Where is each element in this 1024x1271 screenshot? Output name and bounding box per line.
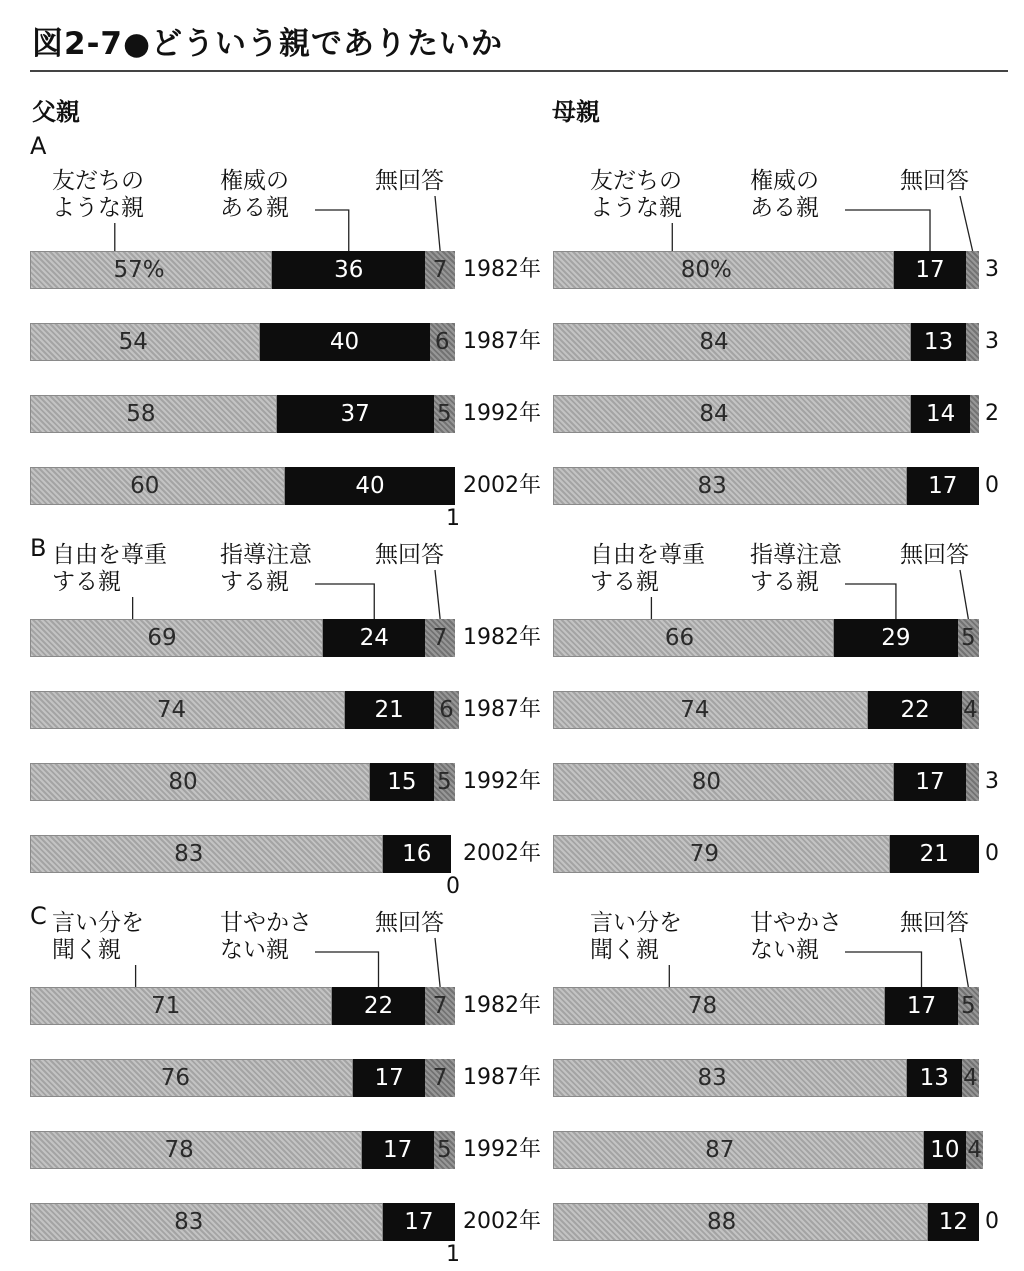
data-label: 57% <box>113 257 165 283</box>
year-label: 1992年 <box>463 1137 541 1162</box>
category-label: 言い分を 聞く親 <box>590 910 682 963</box>
data-label: 16 <box>402 841 432 867</box>
data-label: 5 <box>961 993 976 1019</box>
data-label: 71 <box>151 993 181 1019</box>
data-label: 17 <box>404 1209 434 1235</box>
data-label: 88 <box>707 1209 737 1235</box>
category-label: 友だちの ような親 <box>590 168 682 221</box>
panel-label-father: 父親 <box>32 98 80 126</box>
title-rule <box>30 70 1008 72</box>
data-label: 14 <box>926 401 956 427</box>
bar-segment-no-answer <box>966 763 979 801</box>
leader-line <box>435 570 440 619</box>
leader-line <box>960 196 973 251</box>
year-label: 2002年 <box>463 841 541 866</box>
category-label: 無回答 <box>900 910 969 936</box>
no-answer-value: 3 <box>985 329 999 354</box>
data-label: 6 <box>439 697 454 723</box>
no-answer-value: 0 <box>985 1209 999 1234</box>
year-label: 1982年 <box>463 993 541 1018</box>
leader-line <box>315 584 374 619</box>
note-value: 1 <box>446 1242 460 1267</box>
data-label: 22 <box>363 993 394 1019</box>
no-answer-value: 2 <box>985 401 999 426</box>
data-label: 7 <box>432 625 448 651</box>
data-label: 83 <box>697 1065 727 1091</box>
leader-line <box>960 938 968 987</box>
leader-line <box>845 210 930 251</box>
data-label: 5 <box>961 625 976 651</box>
data-label: 21 <box>919 841 949 867</box>
category-label: 指導注意 する親 <box>220 542 312 595</box>
data-label: 78 <box>164 1137 194 1163</box>
data-label: 22 <box>900 697 930 723</box>
leader-line <box>315 952 379 987</box>
bar-segment-no-answer <box>970 395 979 433</box>
data-label: 36 <box>334 257 364 283</box>
data-label: 29 <box>881 625 911 651</box>
data-label: 84 <box>699 329 729 355</box>
data-label: 4 <box>967 1137 983 1163</box>
data-label: 7 <box>432 257 448 283</box>
data-label: 7 <box>432 993 448 1019</box>
category-label: 甘やかさ ない親 <box>220 910 312 963</box>
data-label: 69 <box>147 625 177 651</box>
year-label: 2002年 <box>463 1209 541 1234</box>
data-label: 83 <box>174 841 204 867</box>
category-label: 権威の ある親 <box>220 168 289 221</box>
data-label: 80% <box>680 257 732 283</box>
leader-line <box>845 584 896 619</box>
leader-line <box>960 570 968 619</box>
data-label: 60 <box>130 473 160 499</box>
data-label: 4 <box>963 697 978 723</box>
year-label: 1992年 <box>463 401 541 426</box>
data-label: 13 <box>923 329 954 355</box>
year-label: 1982年 <box>463 257 541 282</box>
data-label: 17 <box>374 1065 404 1091</box>
data-label: 78 <box>687 993 718 1019</box>
no-answer-value: 3 <box>985 257 999 282</box>
data-label: 17 <box>915 257 945 283</box>
category-label: 甘やかさ ない親 <box>750 910 842 963</box>
category-label: 無回答 <box>375 168 444 194</box>
data-label: 37 <box>340 401 370 427</box>
data-label: 17 <box>928 473 958 499</box>
data-label: 83 <box>174 1209 204 1235</box>
year-label: 2002年 <box>463 473 541 498</box>
category-label: 無回答 <box>900 168 969 194</box>
data-label: 58 <box>126 401 156 427</box>
note-value: 1 <box>446 506 460 531</box>
data-label: 76 <box>160 1065 190 1091</box>
category-label: 無回答 <box>900 542 969 568</box>
data-label: 17 <box>915 769 945 795</box>
data-label: 4 <box>963 1065 978 1091</box>
year-label: 1987年 <box>463 1065 541 1090</box>
data-label: 17 <box>906 993 937 1019</box>
bar-segment-no-answer <box>966 251 979 289</box>
data-label: 10 <box>930 1137 960 1163</box>
year-label: 1992年 <box>463 769 541 794</box>
data-label: 66 <box>664 625 695 651</box>
category-label: 指導注意 する親 <box>750 542 842 595</box>
no-answer-value: 0 <box>985 473 999 498</box>
data-label: 5 <box>437 769 452 795</box>
year-label: 1982年 <box>463 625 541 650</box>
panel-label-mother: 母親 <box>552 98 600 126</box>
data-label: 80 <box>691 769 721 795</box>
data-label: 15 <box>387 769 417 795</box>
section-letter: C <box>30 902 47 930</box>
leader-line <box>435 196 440 251</box>
data-label: 6 <box>434 329 450 355</box>
data-label: 54 <box>118 329 148 355</box>
data-label: 13 <box>919 1065 949 1091</box>
data-label: 40 <box>329 329 360 355</box>
no-answer-value: 0 <box>985 841 999 866</box>
note-value: 0 <box>446 874 460 899</box>
category-label: 無回答 <box>375 542 444 568</box>
data-label: 80 <box>168 769 198 795</box>
data-label: 12 <box>938 1209 969 1235</box>
data-label: 7 <box>432 1065 448 1091</box>
year-label: 1987年 <box>463 329 541 354</box>
data-label: 87 <box>705 1137 735 1163</box>
category-label: 権威の ある親 <box>750 168 819 221</box>
data-label: 40 <box>355 473 385 499</box>
leader-line <box>435 938 440 987</box>
no-answer-value: 3 <box>985 769 999 794</box>
data-label: 21 <box>374 697 404 723</box>
year-label: 1987年 <box>463 697 541 722</box>
category-label: 友だちの ような親 <box>52 168 144 221</box>
section-letter: B <box>30 534 47 562</box>
data-label: 5 <box>437 1137 452 1163</box>
data-label: 84 <box>699 401 729 427</box>
data-label: 74 <box>680 697 710 723</box>
leader-line <box>845 952 921 987</box>
leader-line <box>315 210 349 251</box>
data-label: 79 <box>689 841 720 867</box>
data-label: 24 <box>359 625 389 651</box>
bar-segment-no-answer <box>966 323 979 361</box>
data-label: 83 <box>697 473 727 499</box>
data-label: 17 <box>382 1137 413 1163</box>
section-letter: A <box>30 132 47 160</box>
category-label: 言い分を 聞く親 <box>52 910 144 963</box>
data-label: 5 <box>437 401 452 427</box>
chart-title: 図2-7●どういう親でありたいか <box>32 26 504 62</box>
category-label: 無回答 <box>375 910 444 936</box>
data-label: 74 <box>156 697 187 723</box>
category-label: 自由を尊重 する親 <box>52 542 167 595</box>
category-label: 自由を尊重 する親 <box>590 542 705 595</box>
